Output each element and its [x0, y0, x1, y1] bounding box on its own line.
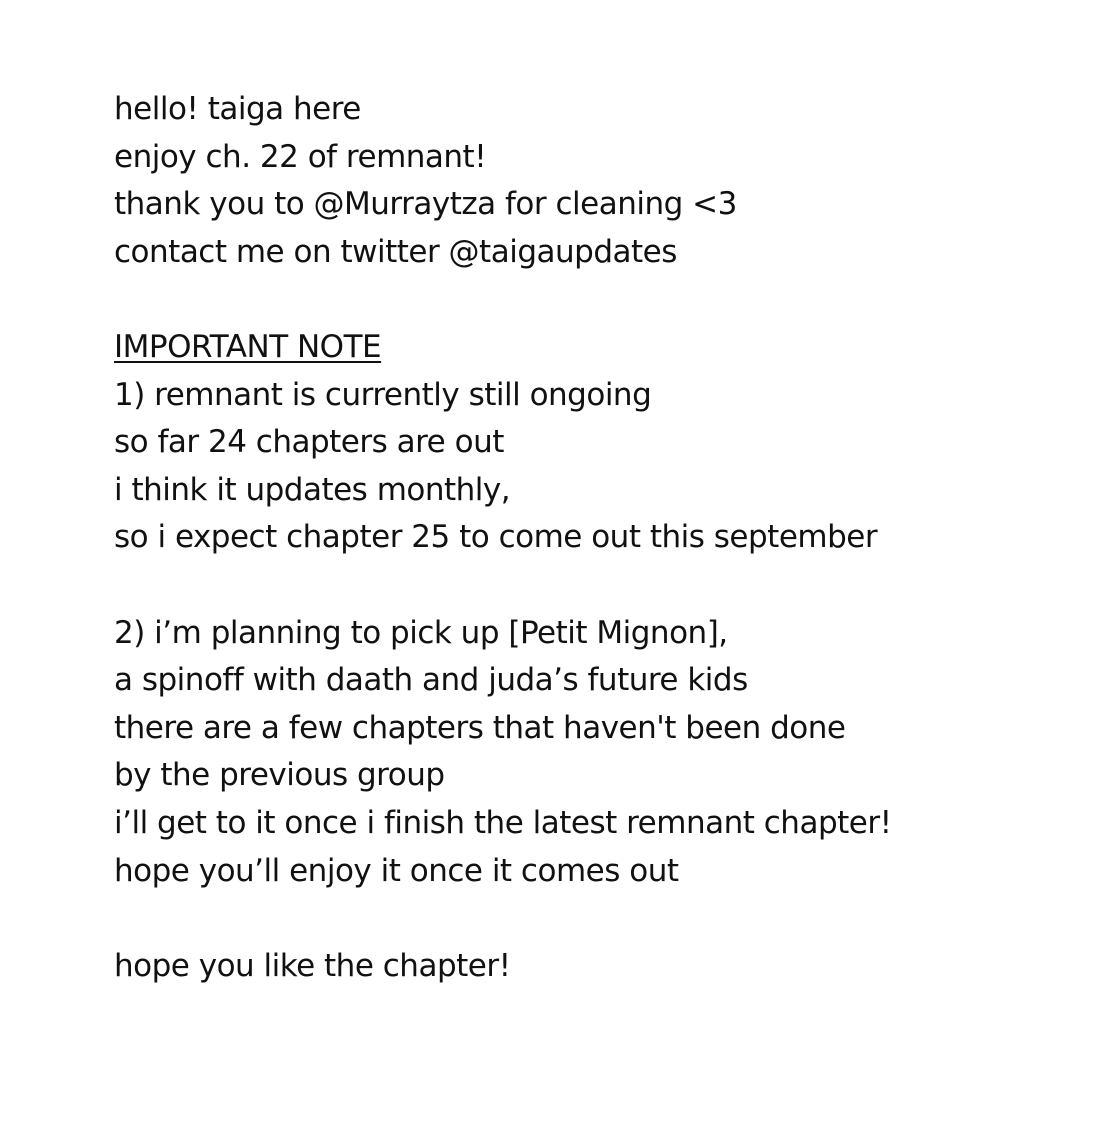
spacer: [114, 562, 1014, 610]
point1-line2: so far 24 chapters are out: [114, 424, 504, 461]
point2-line1: 2) i’m planning to pick up [Petit Mignon],: [114, 614, 728, 651]
spacer: [114, 895, 1014, 943]
intro-contact: contact me on twitter @taigaupdates: [114, 233, 677, 270]
point1-line3: i think it updates monthly,: [114, 471, 511, 508]
point2-line2: a spinoff with daath and juda’s future kids: [114, 662, 748, 699]
point2-line6: hope you’ll enjoy it once it comes out: [114, 852, 679, 889]
spacer: [114, 276, 1014, 324]
intro-greeting: hello! taiga here: [114, 91, 361, 127]
important-heading: IMPORTANT NOTE: [114, 328, 382, 365]
point1-line1: 1) remnant is currently still ongoing: [114, 376, 652, 413]
closing-line: hope you like the chapter!: [114, 947, 511, 984]
point2-line4: by the previous group: [114, 757, 445, 794]
point1-line4: so i expect chapter 25 to come out this september: [114, 519, 878, 556]
translator-note: [114, 86, 1014, 990]
intro-thanks: thank you to @Murraytza for cleaning <3: [114, 186, 737, 223]
intro-enjoy: enjoy ch. 22 of remnant!: [114, 138, 487, 175]
point2-line5: i’ll get to it once i finish the latest remnant chapter!: [114, 804, 892, 841]
point2-line3: there are a few chapters that haven't been done: [114, 709, 846, 746]
